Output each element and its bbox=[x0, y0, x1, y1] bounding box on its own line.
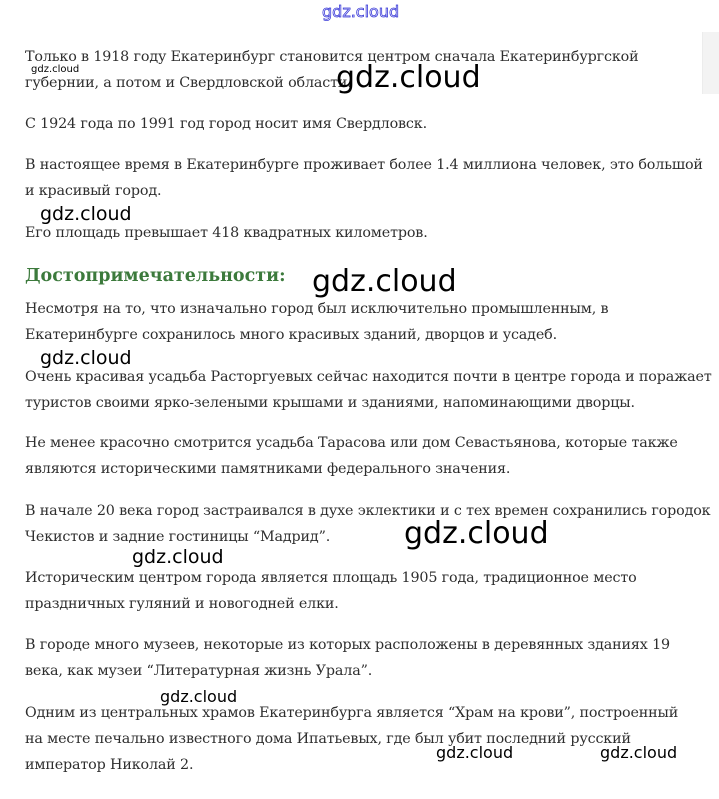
paragraph-5-line-1: Несмотря на то, что изначально город был исключительно промышленным, в bbox=[25, 301, 609, 317]
paragraph-8-line-1: В начале 20 века город застраивался в духе эклектики и с тех времен сохранились городок bbox=[25, 503, 711, 519]
watermark-medium-3: gdz.cloud bbox=[132, 546, 224, 568]
paragraph-10-line-1: В городе много музеев, некоторые из которых расположены в деревянных зданиях 19 bbox=[25, 637, 670, 653]
watermark-small-3: gdz.cloud bbox=[436, 743, 514, 762]
paragraph-8-line-2: Чекистов и задние гостиницы “Мадрид”. bbox=[25, 529, 331, 545]
paragraph-5-line-2: Екатеринбурге сохранилось много красивых зданий, дворцов и усадеб. bbox=[25, 327, 557, 343]
paragraph-1-line-2: губернии, а потом и Свердловской области. bbox=[25, 75, 352, 91]
section-heading: Достопримечательности: bbox=[25, 266, 286, 286]
watermark-medium-1: gdz.cloud bbox=[40, 203, 132, 225]
paragraph-11-line-3: император Николай 2. bbox=[25, 757, 194, 773]
paragraph-6-line-1: Очень красивая усадьба Расторгуевых сейчас находится почти в центре города и поражает bbox=[25, 369, 712, 385]
watermark-small-1: gdz.cloud bbox=[31, 64, 80, 75]
paragraph-3-line-1: В настоящее время в Екатеринбурге проживает более 1.4 миллиона человек, это большой bbox=[25, 157, 703, 173]
paragraph-3-line-2: и красивый город. bbox=[25, 183, 162, 199]
paragraph-9-line-2: праздничных гуляний и новогодней елки. bbox=[25, 596, 339, 612]
paragraph-11-line-2: на месте печально известного дома Ипатьевых, где был убит последний русский bbox=[25, 731, 631, 747]
paragraph-4: Его площадь превышает 418 квадратных километров. bbox=[25, 225, 428, 241]
paragraph-10-line-2: века, как музеи “Литературная жизнь Урала”. bbox=[25, 663, 373, 679]
paragraph-1-line-1: Только в 1918 году Екатеринбург становится центром сначала Екатеринбургской bbox=[25, 49, 639, 65]
paragraph-2: С 1924 года по 1991 год город носит имя Свердловск. bbox=[25, 116, 427, 132]
watermark-large-3: gdz.cloud bbox=[404, 516, 549, 551]
watermark-large-2: gdz.cloud bbox=[312, 264, 457, 299]
paragraph-6-line-2: туристов своими ярко-зелеными крышами и зданиями, напоминающими дворцы. bbox=[25, 395, 635, 411]
paragraph-7-line-1: Не менее красочно смотрится усадьба Тарасова или дом Севастьянова, которые также bbox=[25, 435, 678, 451]
side-panel-edge bbox=[702, 32, 719, 94]
watermark-small-4: gdz.cloud bbox=[600, 743, 678, 762]
paragraph-9-line-1: Историческим центром города является площадь 1905 года, традиционное место bbox=[25, 570, 637, 586]
watermark-top: gdz.cloud bbox=[322, 2, 400, 21]
watermark-medium-2: gdz.cloud bbox=[40, 347, 132, 369]
watermark-large-1: gdz.cloud bbox=[336, 60, 481, 95]
paragraph-7-line-2: являются историческими памятниками федерального значения. bbox=[25, 461, 511, 477]
paragraph-11-line-1: Одним из центральных храмов Екатеринбурга является “Храм на крови”, построенный bbox=[25, 705, 679, 721]
watermark-small-2: gdz.cloud bbox=[160, 687, 238, 706]
